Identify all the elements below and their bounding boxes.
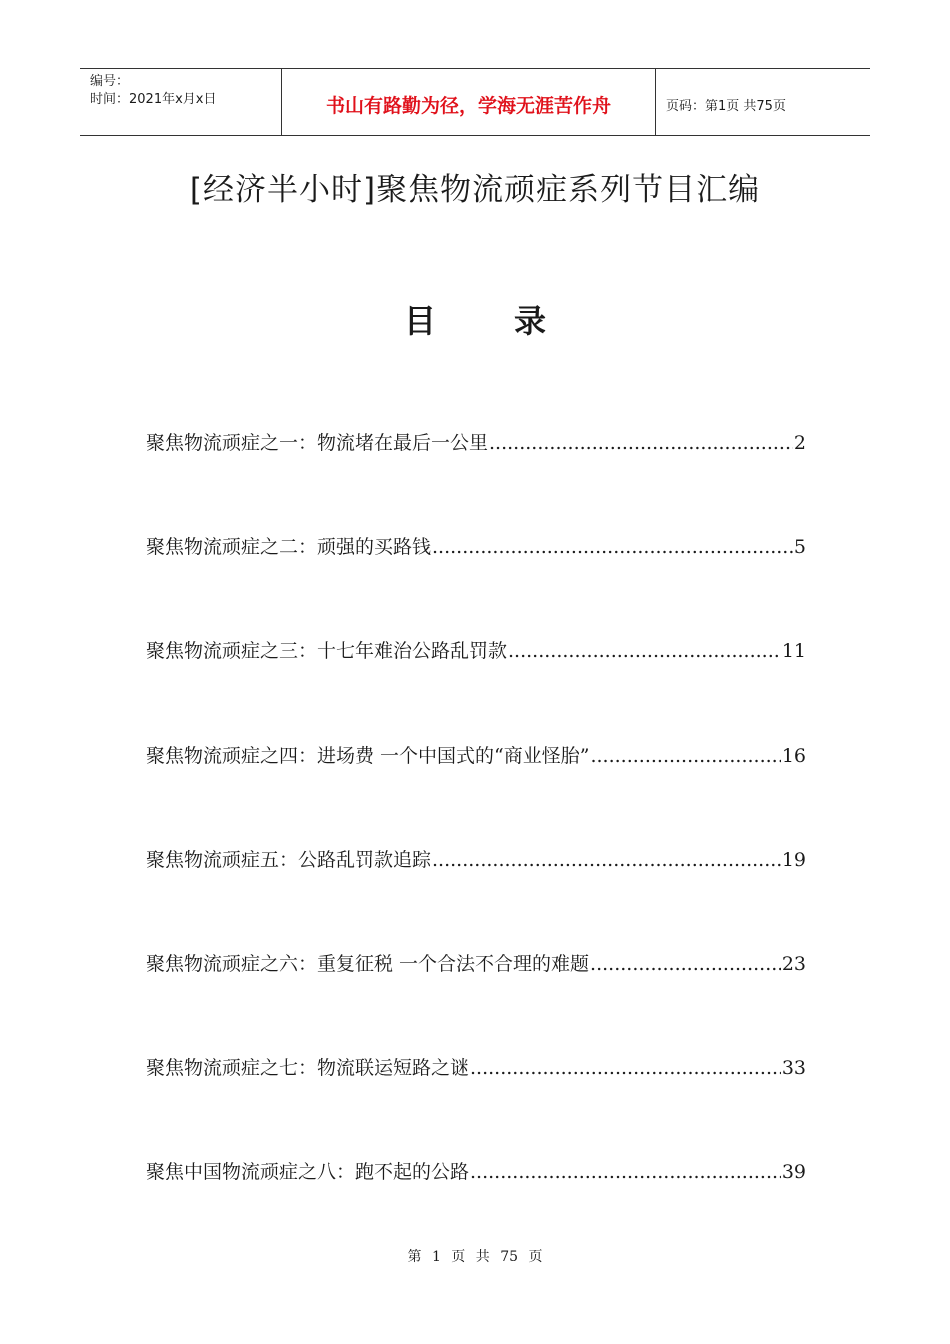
- toc-entry[interactable]: [146, 532, 806, 636]
- toc-leader-dots: [470, 1161, 781, 1183]
- toc-entry-page: 33: [781, 1057, 806, 1080]
- toc-entry-page: 16: [781, 744, 806, 767]
- toc-entry[interactable]: [146, 636, 806, 740]
- toc-entry-title: 聚焦物流顽症之三：十七年难治公路乱罚款: [146, 640, 508, 663]
- toc-entry-page: 11: [781, 640, 806, 663]
- document-title: [经济半小时]聚焦物流顽症系列节目汇编: [189, 172, 761, 208]
- toc-entry-title: 聚焦中国物流顽症之八：跑不起的公路: [146, 1161, 470, 1184]
- toc-leader-dots: [432, 849, 781, 871]
- toc-entry-page: 39: [781, 1161, 806, 1184]
- toc-entry[interactable]: [146, 741, 806, 845]
- page-footer: 第 1 页 共 75 页: [407, 1249, 543, 1265]
- toc-entry-page: 19: [781, 848, 806, 871]
- header-page-info: 页码：第1页 共75页: [666, 98, 786, 114]
- toc-entry-title: 聚焦物流顽症之四：进场费 一个中国式的“商业怪胎”: [146, 744, 590, 767]
- toc-entry-title: 聚焦物流顽症之一：物流堵在最后一公里: [146, 432, 489, 454]
- toc-entry-title: 聚焦物流顽症之二：顽强的买路钱: [146, 536, 432, 559]
- toc-leader-dots: [470, 1057, 781, 1079]
- toc-entry-page: 5: [793, 536, 806, 559]
- toc-entry-page: 2: [793, 432, 806, 454]
- table-of-contents: [146, 428, 806, 1262]
- page-header: [80, 68, 870, 136]
- header-meta: [80, 69, 282, 135]
- number-label: 编号：: [90, 74, 130, 89]
- toc-entry-page: 23: [781, 952, 806, 975]
- toc-entry[interactable]: [146, 1053, 806, 1157]
- toc-leader-dots: [432, 536, 793, 558]
- toc-entry[interactable]: [146, 428, 806, 532]
- toc-entry-title: 聚焦物流顽症五：公路乱罚款追踪: [146, 848, 432, 871]
- toc-leader-dots: [590, 745, 780, 767]
- toc-leader-dots: [489, 432, 793, 454]
- toc-heading: 目录: [403, 302, 624, 340]
- toc-leader-dots: [590, 953, 781, 975]
- toc-entry-title: 聚焦物流顽症之六：重复征税 一个合法不合理的难题: [146, 952, 590, 975]
- toc-entry[interactable]: [146, 949, 806, 1053]
- time-label: 时间：2021年x月x日: [90, 92, 217, 107]
- header-motto: 书山有路勤为径，学海无涯苦作舟: [282, 69, 656, 135]
- toc-entry-title: 聚焦物流顽症之七：物流联运短路之谜: [146, 1057, 470, 1080]
- toc-entry[interactable]: [146, 845, 806, 949]
- toc-leader-dots: [508, 640, 781, 662]
